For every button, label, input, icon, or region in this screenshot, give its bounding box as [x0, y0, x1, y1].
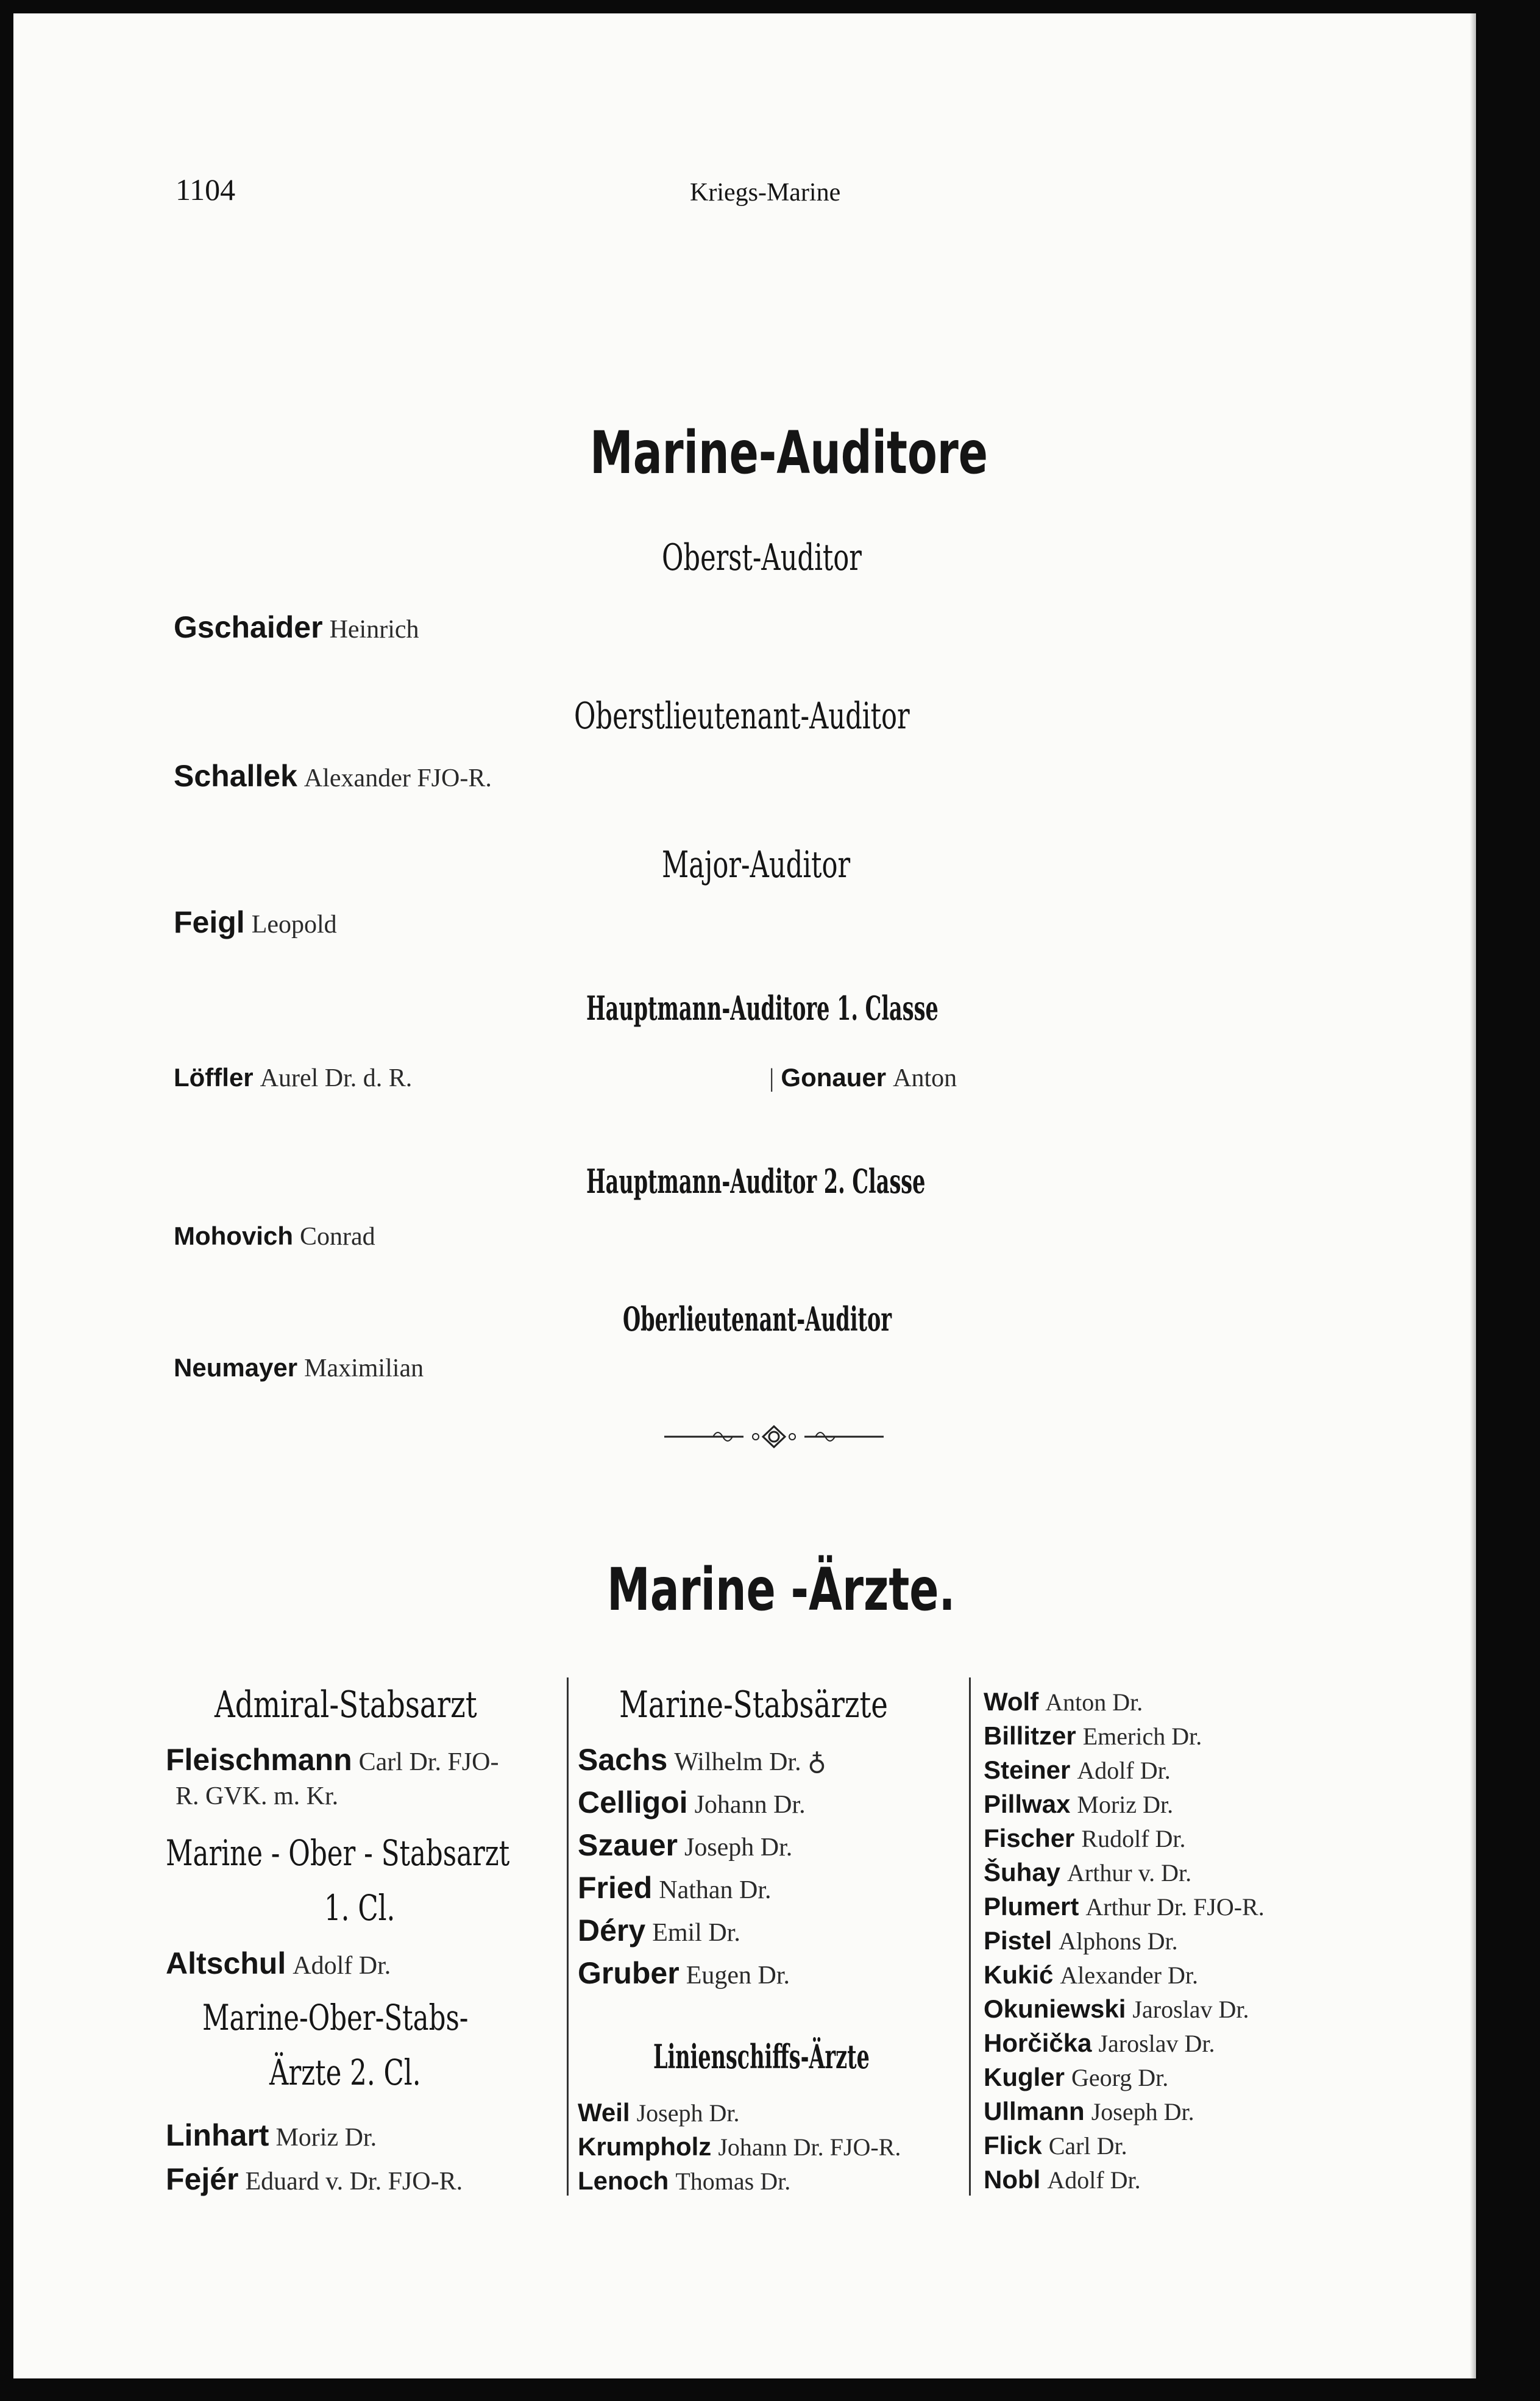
running-title: Kriegs-Marine [690, 179, 841, 207]
heading-oberstlieutenant-auditor: Oberstlieutenant-Auditor [574, 695, 910, 738]
entry-neumayer [174, 1352, 424, 1383]
entry-fried [578, 1870, 772, 1905]
entry-steiner [984, 1754, 1171, 1785]
entry-details: Eugen Dr. [686, 1962, 790, 1990]
entry-schallek [174, 758, 492, 794]
entry-surname: Fejér [166, 2162, 239, 2196]
entry-surname: Löffler [174, 1063, 254, 1092]
entry-dery [578, 1913, 740, 1948]
entry-details: Johann Dr. [694, 1791, 806, 1819]
entry-surname: Kugler [984, 2063, 1065, 2091]
entry-surname: Feigl [174, 905, 245, 939]
entry-gschaider [174, 610, 419, 645]
entry-feigl [174, 905, 337, 940]
column-rule-left [567, 1677, 569, 2196]
ornament-divider-icon [664, 1421, 884, 1452]
entry-loeffler [174, 1062, 412, 1093]
heading-marine-ober-stabs-aerzte: Marine-Ober-Stabs- [202, 1997, 469, 2038]
entry-details: Heinrich [329, 616, 419, 644]
entry-altschul [166, 1946, 391, 1981]
page-number: 1104 [176, 173, 236, 207]
entry-wolf [984, 1686, 1143, 1717]
entry-billitzer [984, 1720, 1202, 1751]
entry-details: Arthur Dr. FJO-R. [1085, 1893, 1265, 1921]
entry-surname: Déry [578, 1913, 646, 1947]
entry-details: Georg Dr. [1071, 2064, 1169, 2091]
entry-surname: Gonauer [781, 1063, 887, 1092]
entry-pistel [984, 1925, 1178, 1956]
entry-okuniewski [984, 1993, 1249, 2024]
entry-gruber [578, 1955, 790, 1991]
entry-surname: Altschul [166, 1946, 286, 1980]
entry-surname: Fried [578, 1871, 653, 1905]
entry-krumpholz [578, 2131, 901, 2162]
section-title-aerzte: Marine -Ärzte. [607, 1556, 956, 1624]
entry-details: Anton Dr. [1045, 1688, 1143, 1716]
entry-details: Jaroslav Dr. [1132, 1996, 1249, 2023]
entry-mohovich [174, 1220, 375, 1251]
entry-surname: Nobl [984, 2165, 1041, 2194]
entry-details: Johann Dr. FJO-R. [718, 2133, 901, 2161]
entry-surname: Neumayer [174, 1353, 298, 1382]
section-title-auditore: Marine-Auditore [590, 419, 988, 487]
entry-details: Thomas Dr. [675, 2168, 791, 2195]
entry-details: Rudolf Dr. [1081, 1825, 1186, 1852]
entry-sachs [578, 1742, 826, 1777]
entry-surname: Pistel [984, 1926, 1052, 1955]
entry-flick [984, 2130, 1127, 2161]
entry-details: Carl Dr. FJO- [358, 1748, 499, 1776]
entry-details: Arthur v. Dr. [1067, 1859, 1192, 1887]
entry-details: Joseph Dr. [684, 1834, 793, 1862]
entry-surname: Lenoch [578, 2166, 669, 2195]
heading-hauptmann-auditore-1: Hauptmann-Auditore 1. Classe [586, 989, 939, 1028]
entry-celligoi [578, 1785, 806, 1820]
entry-details: Aurel Dr. d. R. [260, 1064, 413, 1092]
entry-details: Moriz Dr. [1077, 1791, 1174, 1818]
entry-surname: Celligoi [578, 1785, 688, 1819]
heading-linienschiffs-aerzte: Linienschiffs-Ärzte [653, 2037, 870, 2076]
heading-oberlieutenant-auditor: Oberlieutenant-Auditor [623, 1300, 892, 1339]
entry-kukic [984, 1959, 1198, 1990]
book-page [13, 13, 1476, 2378]
entry-details: Adolf Dr. [1047, 2166, 1141, 2194]
entry-details: Adolf Dr. [293, 1952, 391, 1980]
entry-surname: Steiner [984, 1755, 1071, 1784]
heading-marine-stabsaerzte: Marine-Stabsärzte [619, 1684, 888, 1726]
entry-lenoch [578, 2165, 790, 2196]
heading-marine-ober-stabsarzt-class: 1. Cl. [324, 1887, 396, 1929]
entry-details: Wilhelm Dr. ♁ [674, 1748, 826, 1776]
heading-oberst-auditor: Oberst-Auditor [662, 536, 862, 579]
entry-details: Emerich Dr. [1082, 1723, 1202, 1750]
entry-weil [578, 2097, 739, 2128]
entry-details: Leopold [251, 911, 337, 939]
entry-surname: Krumpholz [578, 2132, 712, 2161]
entry-surname: Mohovich [174, 1222, 293, 1250]
heading-marine-ober-stabs-aerzte-class: Ärzte 2. Cl. [269, 2052, 421, 2093]
entry-surname: Szauer [578, 1828, 678, 1862]
entry-surname: Kukić [984, 1960, 1054, 1989]
entry-kugler [984, 2061, 1168, 2093]
heading-major-auditor: Major-Auditor [662, 844, 851, 886]
entry-suhay [984, 1857, 1191, 1888]
entry-surname: Linhart [166, 2118, 269, 2152]
entry-linhart [166, 2118, 377, 2153]
entry-pillwax [984, 1788, 1173, 1819]
entry-details: Eduard v. Dr. FJO-R. [245, 2168, 463, 2196]
entry-details: Maximilian [304, 1354, 424, 1382]
heading-marine-ober-stabsarzt: Marine - Ober - Stabsarzt [166, 1832, 510, 1874]
entry-details: Alexander Dr. [1060, 1962, 1198, 1989]
entry-details: Alphons Dr. [1059, 1927, 1178, 1955]
entry-fleischmann-continued [176, 1780, 338, 1811]
entry-surname: Weil [578, 2098, 630, 2127]
entry-details: Adolf Dr. [1077, 1757, 1171, 1784]
entry-surname: Fischer [984, 1824, 1075, 1852]
entry-gonauer [769, 1062, 957, 1093]
entry-surname: Billitzer [984, 1721, 1076, 1750]
entry-surname: Fleischmann [166, 1743, 352, 1777]
entry-surname: Wolf [984, 1687, 1039, 1716]
entry-surname: Šuhay [984, 1858, 1061, 1887]
entry-details: Conrad [300, 1223, 375, 1251]
entry-nobl [984, 2164, 1141, 2195]
entry-details: Jaroslav Dr. [1098, 2030, 1215, 2057]
entry-details: Carl Dr. [1048, 2132, 1127, 2160]
entry-surname: Horčička [984, 2029, 1092, 2057]
entry-horcicka [984, 2027, 1215, 2058]
heading-hauptmann-auditor-2: Hauptmann-Auditor 2. Classe [586, 1162, 926, 1201]
entry-surname: Ullmann [984, 2097, 1085, 2125]
entry-surname: Gschaider [174, 610, 323, 644]
entry-fischer [984, 1823, 1186, 1854]
entry-plumert [984, 1891, 1265, 1922]
entry-details: Joseph Dr. [636, 2099, 740, 2127]
entry-surname: Plumert [984, 1892, 1079, 1921]
entry-surname: Okuniewski [984, 1994, 1126, 2023]
entry-fleischmann [166, 1742, 499, 1777]
entry-details: Emil Dr. [652, 1919, 740, 1947]
entry-fejer [166, 2161, 463, 2197]
entry-details: Joseph Dr. [1091, 2098, 1194, 2125]
entry-surname: Schallek [174, 759, 297, 793]
entry-details: R. GVK. m. Kr. [176, 1782, 339, 1810]
entry-details: Anton [893, 1064, 957, 1092]
column-rule-right [969, 1677, 971, 2196]
heading-admiral-stabsarzt: Admiral-Stabsarzt [215, 1684, 477, 1726]
entry-szauer [578, 1827, 792, 1863]
column-rule-mark: | [769, 1064, 775, 1092]
entry-surname: Gruber [578, 1956, 680, 1990]
entry-details: Nathan Dr. [659, 1876, 772, 1904]
entry-surname: Flick [984, 2131, 1042, 2160]
entry-details: Alexander FJO-R. [303, 764, 492, 792]
entry-surname: Pillwax [984, 1790, 1071, 1818]
entry-details: Moriz Dr. [275, 2124, 377, 2152]
entry-ullmann [984, 2096, 1194, 2127]
entry-surname: Sachs [578, 1743, 668, 1777]
